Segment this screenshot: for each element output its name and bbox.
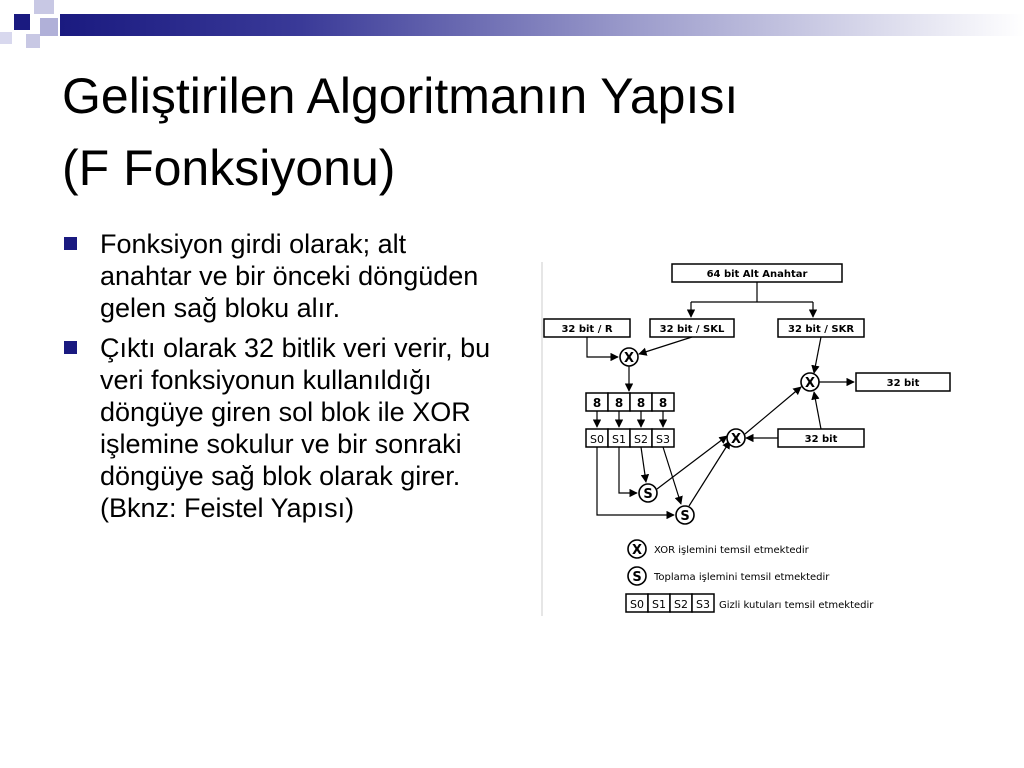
sbox-label: S0 (590, 433, 604, 446)
decor-square (26, 34, 40, 48)
xor-node (727, 429, 745, 447)
add-symbol: S (680, 509, 690, 524)
xor-node (620, 348, 638, 366)
sbox-label: S3 (696, 598, 710, 611)
decor-square (0, 32, 12, 44)
slide-title-line-2: (F Fonksiyonu) (62, 140, 396, 196)
output-32bit-box (856, 373, 950, 391)
header-gradient-bar (60, 14, 1024, 36)
skr-box (778, 319, 864, 337)
sbox-label: S1 (652, 598, 666, 611)
sbox-label: S0 (630, 598, 644, 611)
header-decoration (0, 0, 1024, 50)
decor-square (34, 0, 54, 14)
skr-box-label: 32 bit / SKR (787, 324, 855, 335)
skl-box (650, 319, 734, 337)
square-bullet-icon (64, 237, 77, 250)
r-box (544, 319, 630, 337)
legend-xor (628, 540, 810, 558)
split-boxes (586, 393, 674, 411)
f-function-diagram (538, 258, 958, 620)
xor1-input-lines (587, 337, 692, 391)
slide-title (62, 60, 1002, 204)
subkey-box (672, 264, 842, 282)
legend-add (628, 567, 830, 585)
sbox-label: S2 (634, 433, 648, 446)
decor-square (14, 14, 30, 30)
input-32bit-label: 32 bit (804, 434, 838, 445)
xor-node (801, 373, 819, 391)
bullet-list (62, 228, 502, 532)
split-to-sbox-arrows (597, 411, 663, 427)
legend-add-text: Toplama işlemini temsil etmektedir (654, 572, 830, 583)
legend-sbox (626, 594, 874, 612)
f-function-diagram-svg (538, 258, 958, 620)
xor-symbol: X (804, 376, 816, 391)
input-32bit-box (778, 429, 864, 447)
sbox-label: S1 (612, 433, 626, 446)
sbox-row (586, 429, 674, 447)
subkey-split-lines (691, 282, 813, 317)
legend-sbox-text: Gizli kutuları temsil etmektedir (719, 600, 874, 611)
bullet-item (62, 228, 502, 324)
xor-symbol: X (631, 543, 643, 558)
add-symbol: S (643, 487, 653, 502)
bullet-text: Fonksiyon girdi olarak; alt anahtar ve bir önceki döngüden gelen sağ bloku alır. (100, 229, 479, 323)
sbox-label: S2 (674, 598, 688, 611)
r-box-label: 32 bit / R (561, 324, 613, 335)
sbox-output-lines (597, 436, 730, 515)
slide-title-line-1: Geliştirilen Algoritmanın Yapısı (62, 68, 739, 124)
split-label: 8 (592, 396, 602, 410)
output-32bit-label: 32 bit (886, 378, 920, 389)
split-label: 8 (614, 396, 624, 410)
decor-square (40, 18, 58, 36)
square-bullet-icon (64, 341, 77, 354)
xor-symbol: X (623, 351, 635, 366)
add-node (676, 506, 694, 524)
sbox-label: S3 (656, 433, 670, 446)
bullet-text: Çıktı olarak 32 bitlik veri verir, bu veri fonksiyonun kullanıldığı döngüye giren sol blok ile XOR işlemine sokulur ve bir sonraki döngüye sağ blok olarak girer. (Bknz: Feistel Yapısı) (100, 333, 491, 523)
subkey-label: 64 bit Alt Anahtar (706, 269, 808, 280)
split-label: 8 (636, 396, 646, 410)
split-label: 8 (658, 396, 668, 410)
add-node (639, 484, 657, 502)
skl-box-label: 32 bit / SKL (659, 324, 725, 335)
bullet-item (62, 332, 502, 524)
xor-symbol: X (730, 432, 742, 447)
legend-xor-text: XOR işlemini temsil etmektedir (654, 545, 809, 556)
add-symbol: S (632, 570, 642, 585)
